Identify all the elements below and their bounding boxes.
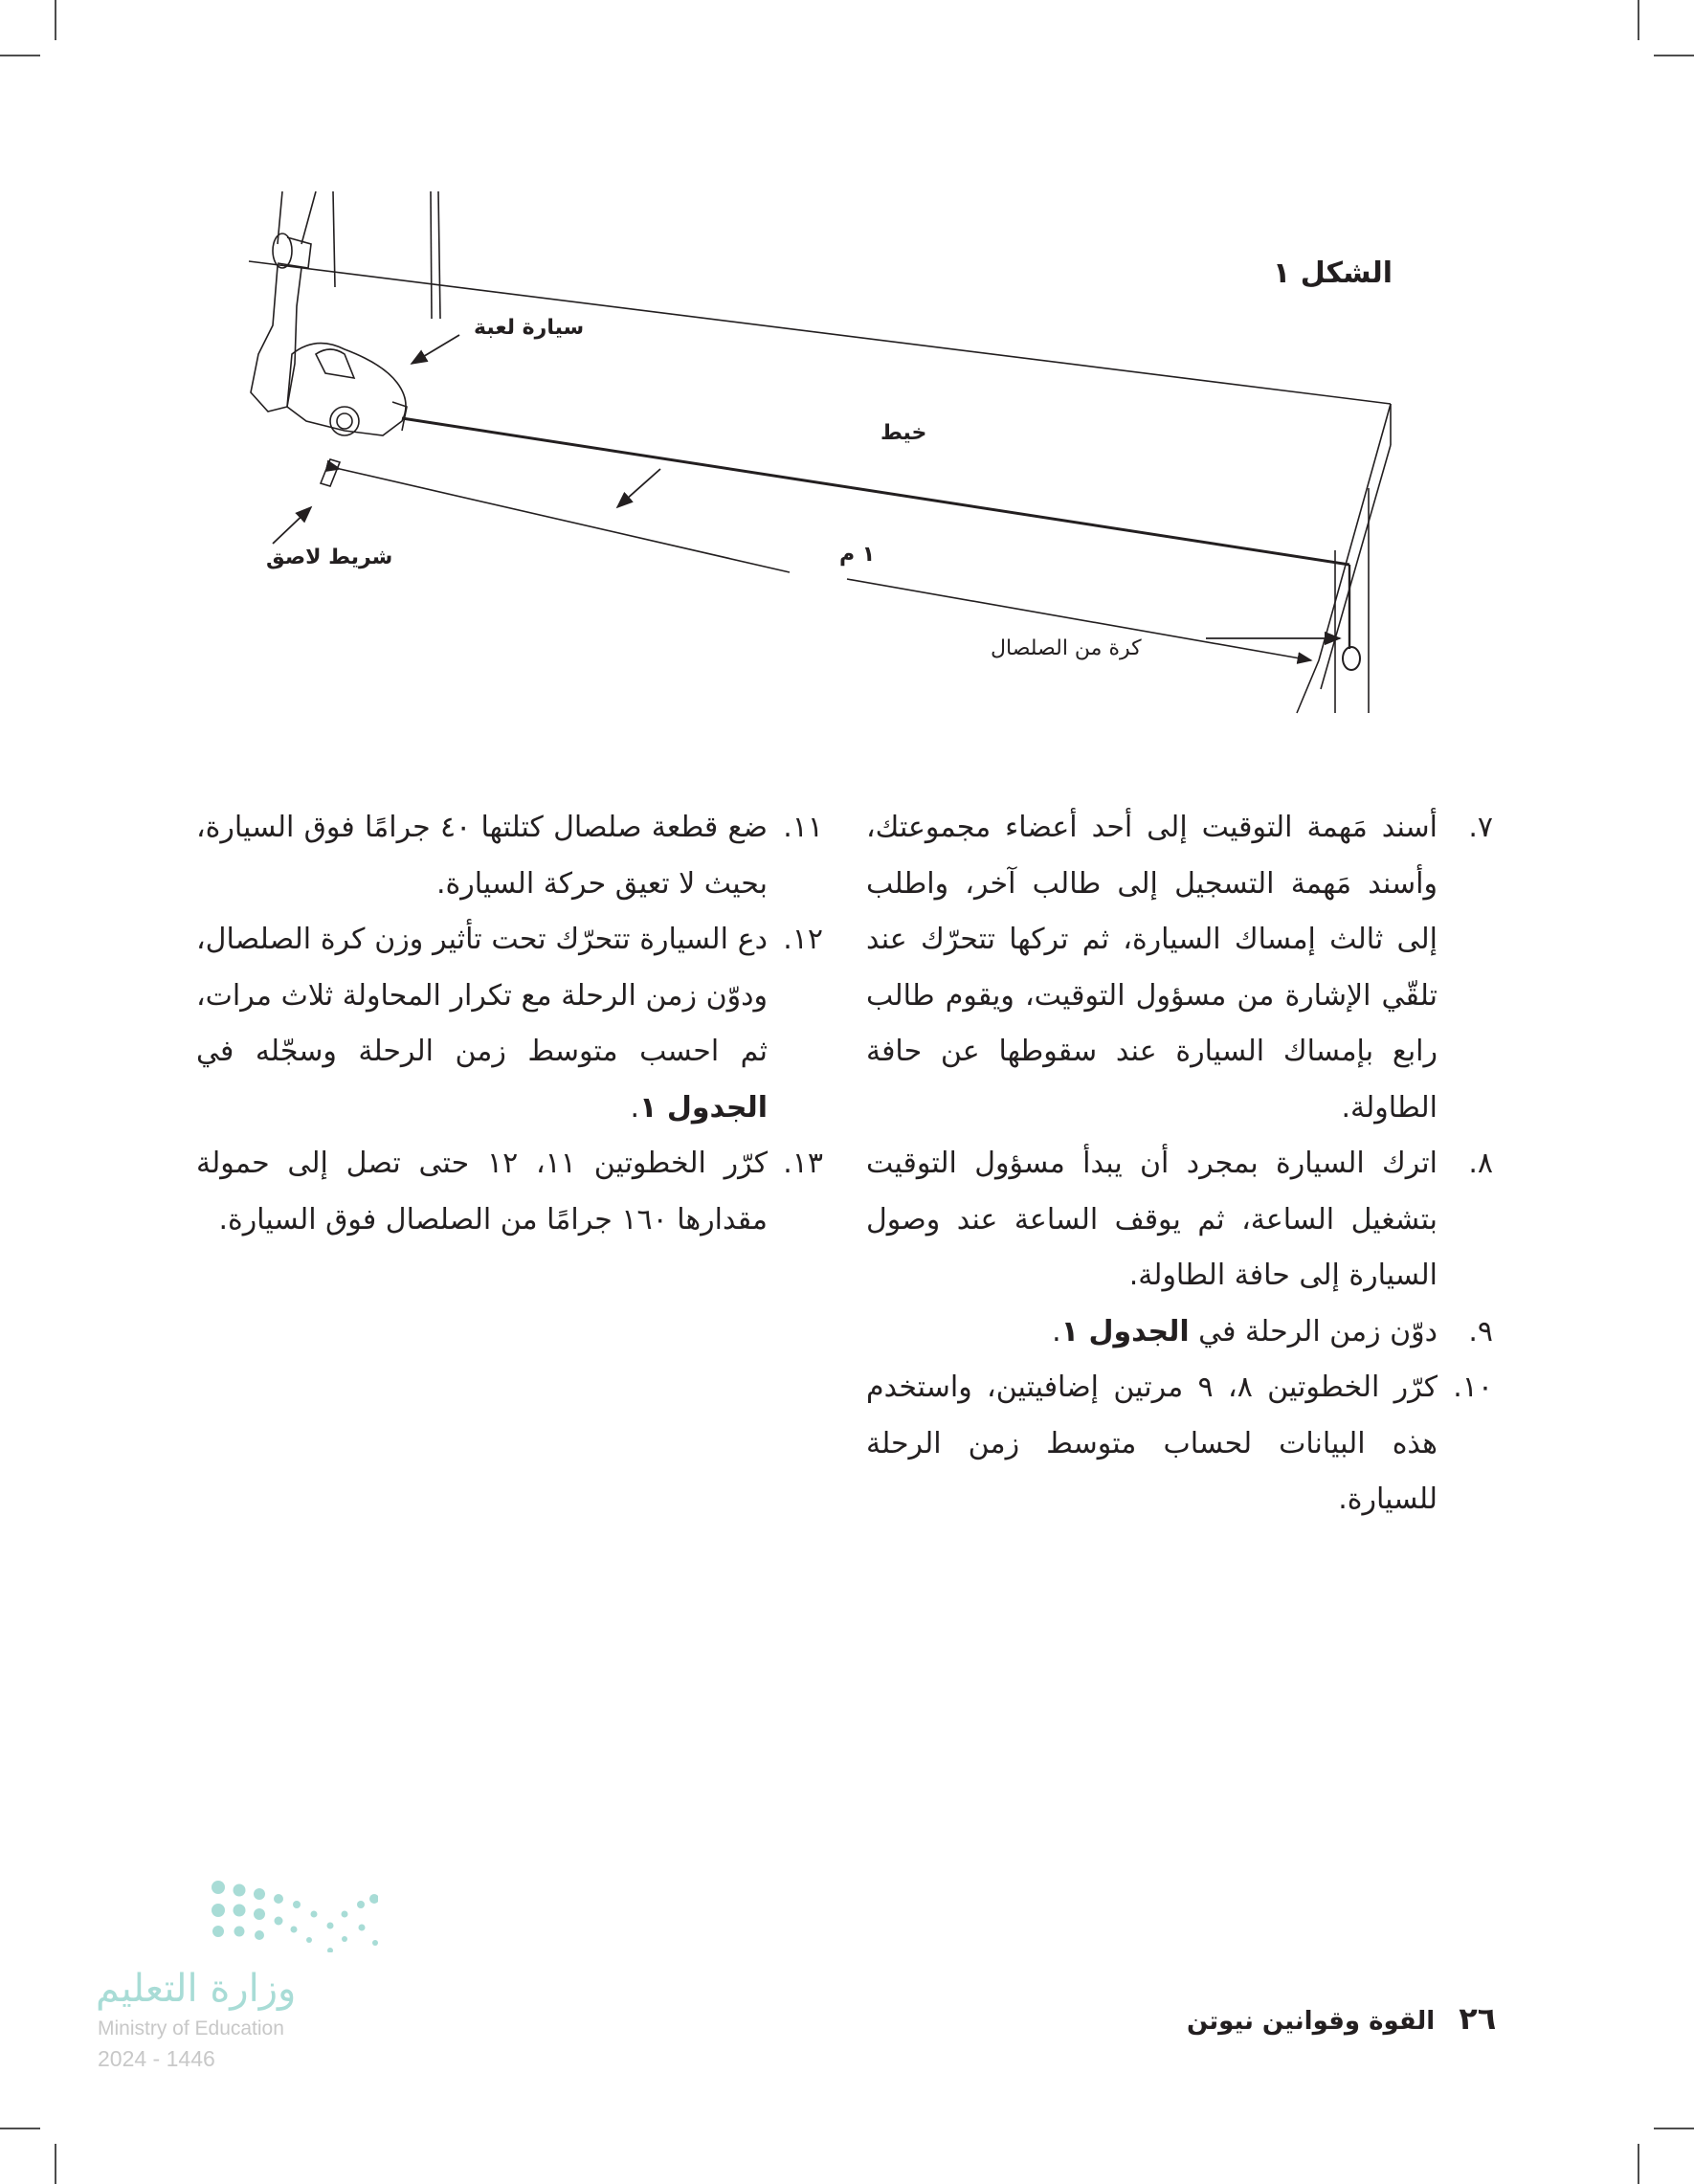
step-number: ٨. xyxy=(1468,1147,1493,1180)
step-number: ٧. xyxy=(1468,811,1493,844)
tape-icon xyxy=(321,459,340,486)
label-string: خيط xyxy=(880,421,927,445)
table-reference: الجدول ١ xyxy=(1060,1314,1190,1348)
step-number: ٩. xyxy=(1468,1314,1493,1348)
step-text: كرّر الخطوتين ٨، ٩ مرتين إضافيتين، واستخدم هذه البيانات لحساب متوسط زمن الرحلة للسيارة. xyxy=(866,1371,1438,1516)
step-text-part: . xyxy=(630,1090,640,1125)
step-item xyxy=(866,1360,1493,1528)
step-text: اترك السيارة بمجرد أن يبدأ مسؤول التوقيت بتشغيل الساعة، ثم يوقف الساعة عند وصول السيارة إلى حافة الطاولة. xyxy=(866,1147,1438,1292)
step-item xyxy=(196,1136,823,1248)
crop-mark xyxy=(0,55,40,56)
step-item xyxy=(866,1136,1493,1304)
table-back-edge xyxy=(249,261,1391,404)
page-footer xyxy=(1187,2000,1496,2037)
steps-column-left xyxy=(196,800,823,1248)
crop-mark xyxy=(1638,2144,1639,2184)
string-line xyxy=(402,418,1349,565)
chapter-title: القوة وقوانين نيوتن xyxy=(1187,2007,1436,2036)
ministry-logo-arabic: وزارة التعليم xyxy=(96,1967,297,2011)
step-text: كرّر الخطوتين ١١، ١٢ حتى تصل إلى حمولة مقدارها ١٦٠ جرامًا من الصلصال فوق السيارة. xyxy=(196,1147,768,1237)
figure-title: الشكل ١ xyxy=(1273,256,1393,290)
label-clay-ball: كرة من الصلصال xyxy=(991,636,1142,660)
steps-column-right xyxy=(866,800,1493,1528)
label-distance: ١ م xyxy=(839,543,876,567)
step-number: ١٣. xyxy=(783,1147,823,1180)
step-item xyxy=(196,912,823,1136)
crop-mark xyxy=(1638,0,1639,40)
step-text xyxy=(866,1304,1438,1361)
toy-car-icon xyxy=(287,344,407,435)
label-tape: شريط لاصق xyxy=(266,546,393,569)
step-text-part: دع السيارة تتحرّك تحت تأثير وزن كرة الصلصال، ودوّن زمن الرحلة مع تكرار المحاولة ثلاث مرات، ثم احسب متوسط زمن الرحلة وسجّله في xyxy=(196,923,768,1068)
crop-mark xyxy=(55,2144,56,2184)
step-item xyxy=(866,800,1493,1136)
step-text: ضع قطعة صلصال كتلتها ٤٠ جرامًا فوق السيارة، بحيث لا تعيق حركة السيارة. xyxy=(196,811,769,901)
step-text-part: دوّن زمن الرحلة في xyxy=(1189,1314,1438,1348)
crop-mark xyxy=(1654,2128,1694,2129)
watch-icon xyxy=(273,234,292,268)
clay-ball-icon xyxy=(1343,647,1360,670)
label-toy-car: سيارة لعبة xyxy=(474,316,585,340)
ministry-logo-dots-icon xyxy=(91,1866,378,1952)
step-item xyxy=(866,1304,1493,1361)
step-number: ١٢. xyxy=(783,923,823,956)
crop-mark xyxy=(1654,55,1694,56)
ministry-logo-english: Ministry of Education xyxy=(98,2017,284,2039)
crop-mark xyxy=(0,2128,40,2129)
crop-mark xyxy=(55,0,56,40)
step-item xyxy=(196,800,823,912)
step-number: ١٠. xyxy=(1453,1371,1493,1404)
page-number: ٢٦ xyxy=(1459,2000,1497,2037)
step-number: ١١. xyxy=(783,811,823,844)
step-text-part: . xyxy=(1052,1314,1061,1348)
table-reference: الجدول ١ xyxy=(639,1090,768,1125)
step-text: أسند مَهمة التوقيت إلى أحد أعضاء مجموعتك، وأسند مَهمة التسجيل إلى طالب آخر، واطلب إلى ثالث إمساك السيارة، ثم تركها تتحرّك عند تلقّي الإشارة من مسؤول التوقيت، ويقوم طالب رابع بإمساك السيارة عند سقوطها عن حافة الطاولة. xyxy=(866,811,1438,1125)
experiment-figure xyxy=(239,191,1436,727)
step-text xyxy=(196,912,768,1136)
table-car-diagram xyxy=(239,191,1436,727)
ministry-logo-year: 2024 - 1446 xyxy=(98,2046,215,2071)
